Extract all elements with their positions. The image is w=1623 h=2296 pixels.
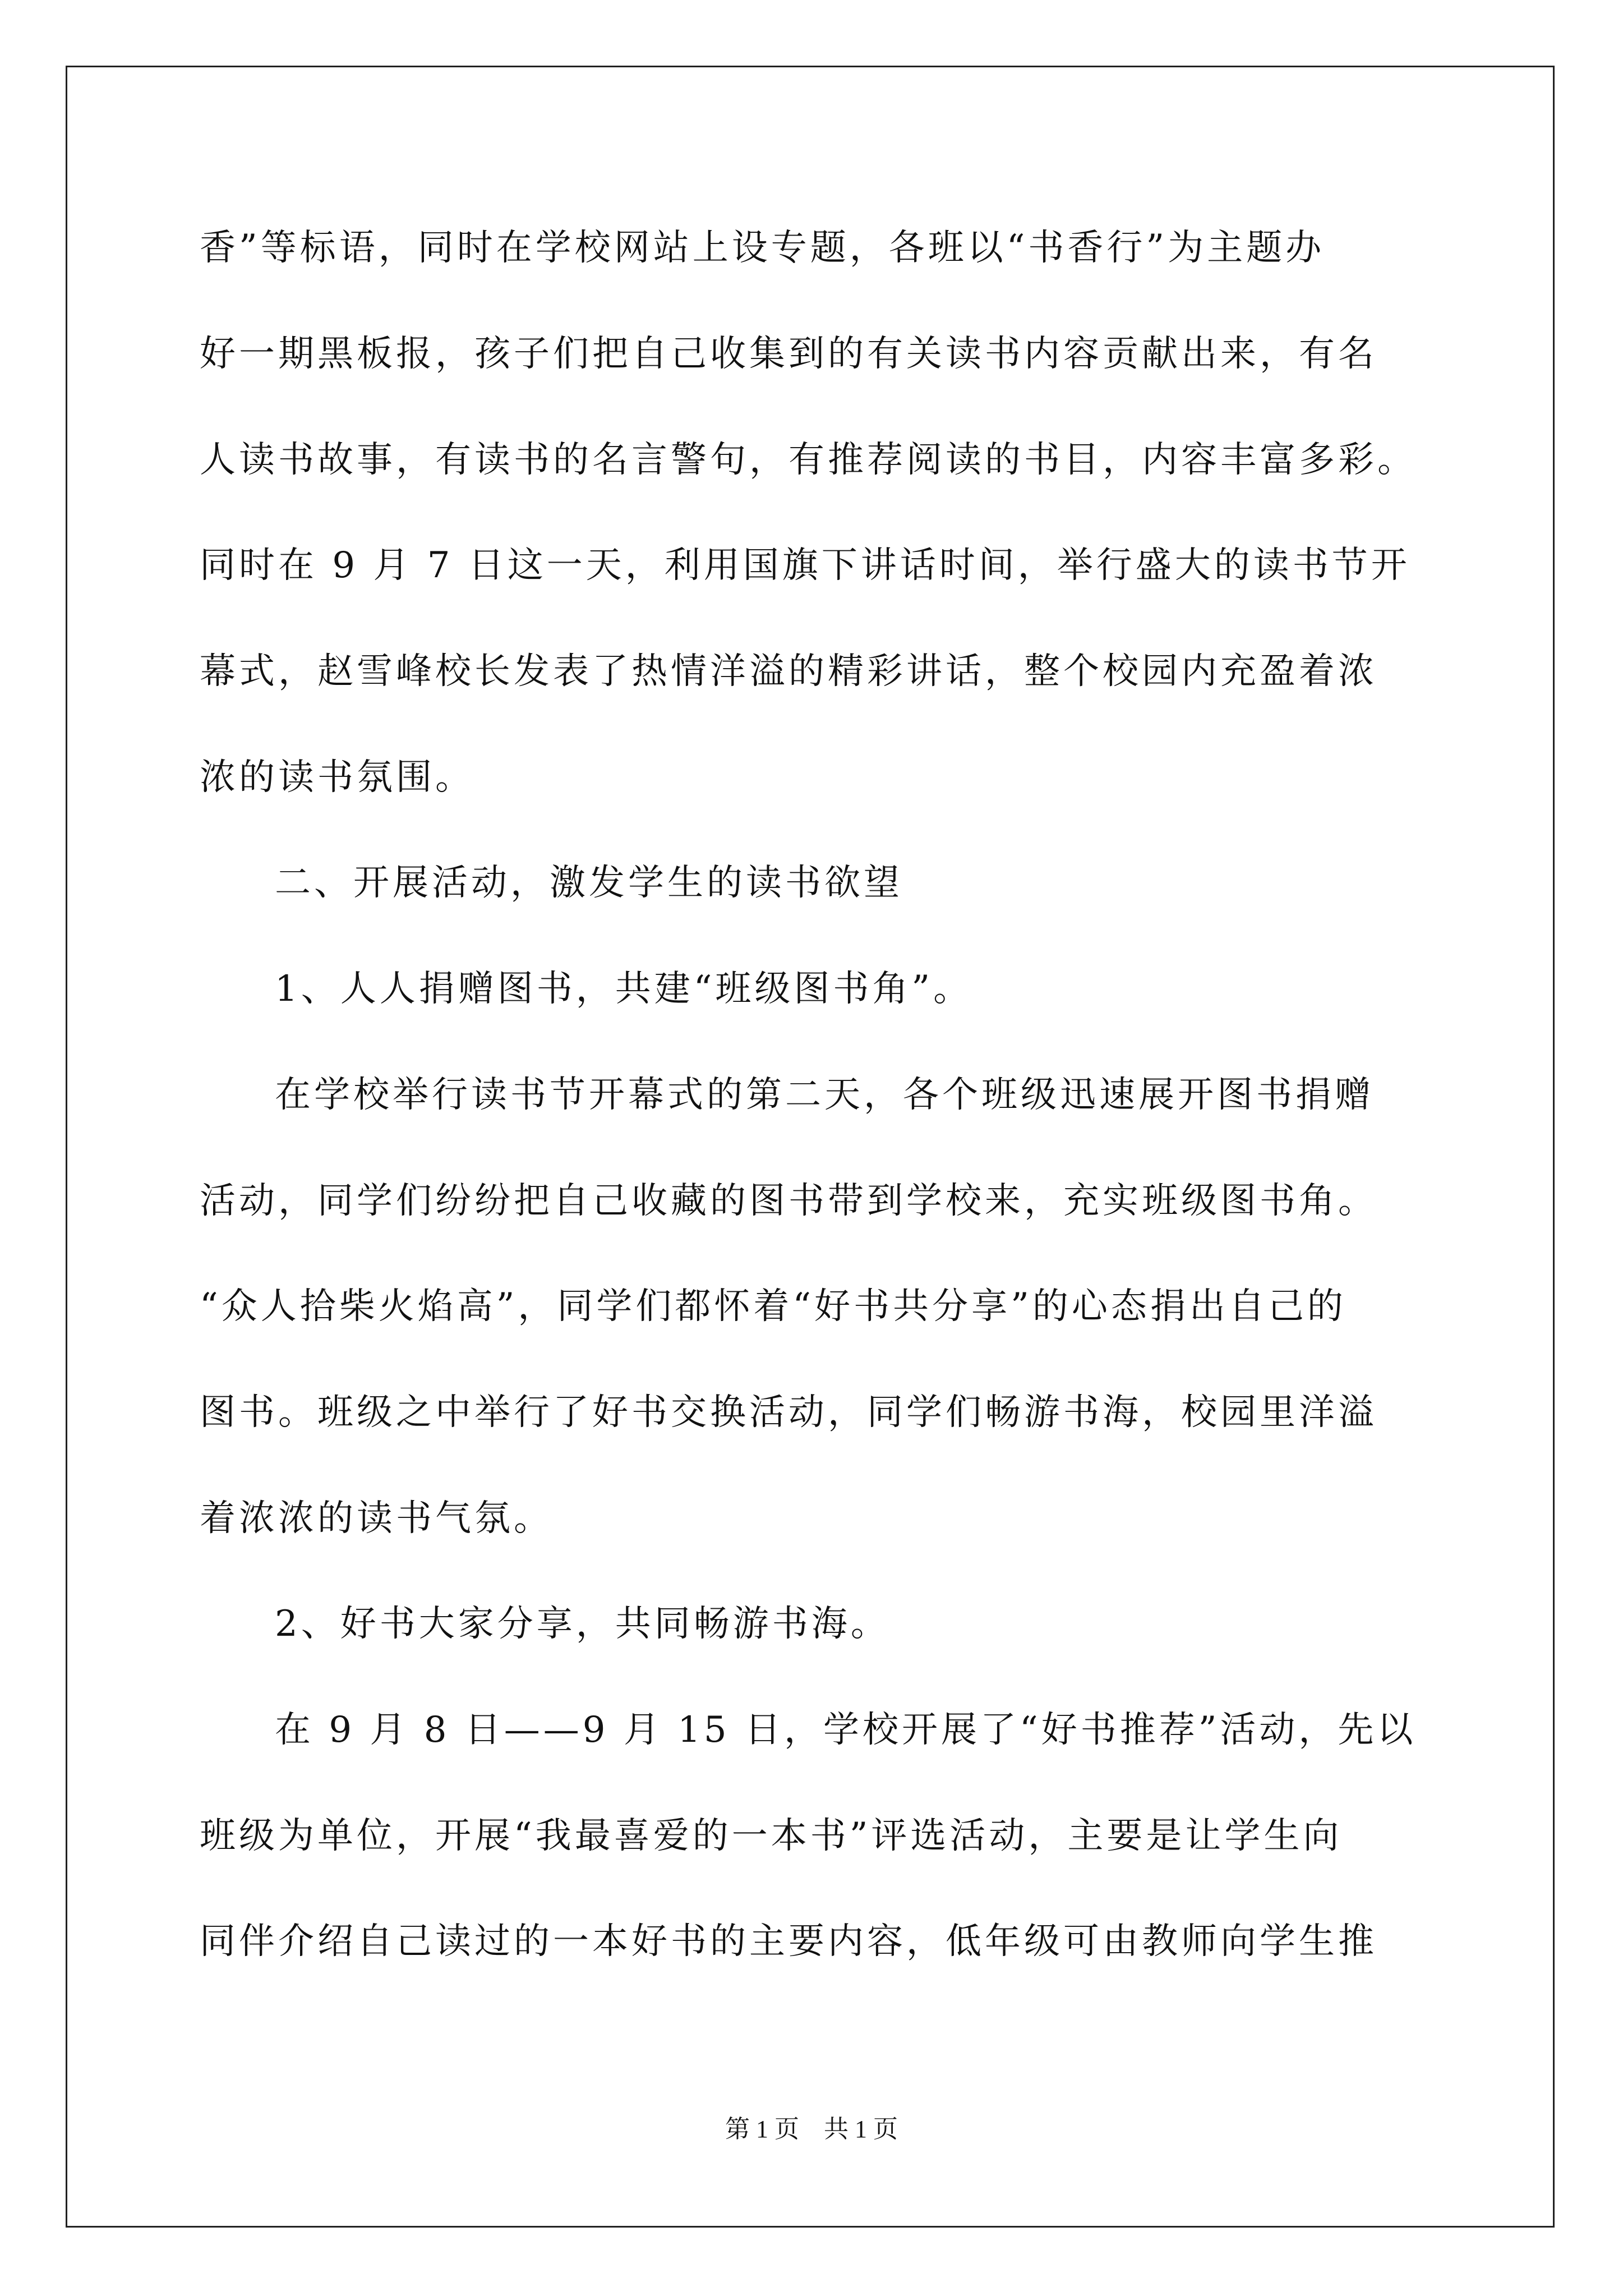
body-text-line: 同伴介绍自己读过的一本好书的主要内容，低年级可由教师向学生推 [200, 1921, 1377, 1962]
body-text-line: 香”等标语，同时在学校网站上设专题，各班以“书香行”为主题办 [200, 227, 1325, 269]
page-border [66, 66, 1555, 2228]
body-text-line: 同时在 9 月 7 日这一天，利用国旗下讲话时间，举行盛大的读书节开 [200, 545, 1410, 586]
body-text-line: 活动，同学们纷纷把自己收藏的图书带到学校来，充实班级图书角。 [200, 1180, 1377, 1222]
subsection-heading: 2、好书大家分享，共同畅游书海。 [275, 1603, 890, 1645]
body-text-line: 好一期黑板报，孩子们把自己收集到的有关读书内容贡献出来，有名 [200, 333, 1377, 375]
body-text-line: 浓的读书氛围。 [200, 757, 474, 798]
body-text-line: 在学校举行读书节开幕式的第二天，各个班级迅速展开图书捐赠 [275, 1074, 1374, 1116]
section-heading: 二、开展活动，激发学生的读书欲望 [275, 862, 903, 904]
body-text-line: “众人拾柴火焰高”，同学们都怀着“好书共分享”的心态捐出自己的 [200, 1286, 1347, 1327]
body-text-line: 班级为单位，开展“我最喜爱的一本书”评选活动，主要是让学生向 [200, 1815, 1343, 1857]
body-text-line: 在 9 月 8 日——9 月 15 日，学校开展了“好书推荐”活动，先以 [275, 1709, 1417, 1751]
body-text-line: 人读书故事，有读书的名言警句，有推荐阅读的书目，内容丰富多彩。 [200, 439, 1417, 481]
body-text-line: 图书。班级之中举行了好书交换活动，同学们畅游书海，校园里洋溢 [200, 1392, 1377, 1433]
body-text-line: 着浓浓的读书气氛。 [200, 1498, 553, 1539]
page-footer: 第 1 页 共 1 页 [725, 2115, 898, 2143]
subsection-heading: 1、人人捐赠图书，共建“班级图书角”。 [275, 968, 973, 1010]
body-text-line: 幕式，赵雪峰校长发表了热情洋溢的精彩讲话，整个校园内充盈着浓 [200, 651, 1377, 692]
